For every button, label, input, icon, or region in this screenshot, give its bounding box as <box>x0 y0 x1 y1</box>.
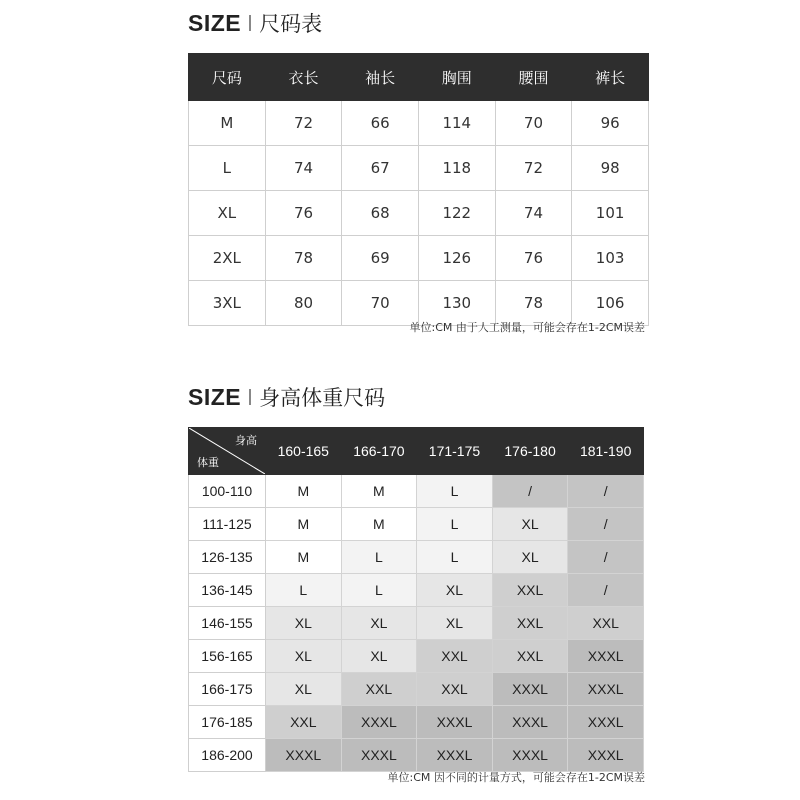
size-cell: XXL <box>417 640 493 673</box>
measurement-cell: 98 <box>572 146 649 191</box>
measurement-cell: 101 <box>572 191 649 236</box>
size-cell: L <box>417 475 493 508</box>
size-cell: XL <box>266 607 342 640</box>
weight-range-cell: 186-200 <box>189 739 266 772</box>
table-row <box>189 101 649 146</box>
size-cell: XL <box>492 541 568 574</box>
column-header: 裤长 <box>572 54 649 101</box>
measurement-cell: 106 <box>572 281 649 326</box>
table-row <box>189 508 644 541</box>
size-cell: L <box>266 574 342 607</box>
column-header: 腰围 <box>495 54 572 101</box>
height-range-header: 181-190 <box>568 428 644 475</box>
size-cell: XL <box>266 640 342 673</box>
size-cell: XXXL <box>568 640 644 673</box>
measurement-cell: 70 <box>495 101 572 146</box>
size-cell: / <box>568 508 644 541</box>
size-cell: M <box>341 508 417 541</box>
size-cell: 3XL <box>189 281 266 326</box>
measurement-cell: 76 <box>265 191 342 236</box>
height-range-header: 176-180 <box>492 428 568 475</box>
table-row <box>189 541 644 574</box>
weight-range-cell: 156-165 <box>189 640 266 673</box>
title-separator <box>249 389 251 405</box>
measurement-cell: 114 <box>418 101 495 146</box>
table-header-row <box>189 428 644 475</box>
weight-label: 体重 <box>197 457 219 469</box>
size-cell: / <box>492 475 568 508</box>
size-cell: XXXL <box>568 706 644 739</box>
table-row <box>189 739 644 772</box>
weight-range-cell: 176-185 <box>189 706 266 739</box>
measurement-note-2: 单位:CM 因不同的计量方式，可能会存在1-2CM误差 <box>387 771 645 784</box>
table-row <box>189 706 644 739</box>
measurement-cell: 96 <box>572 101 649 146</box>
size-cell: M <box>341 475 417 508</box>
table-row <box>189 574 644 607</box>
weight-range-cell: 126-135 <box>189 541 266 574</box>
title-zh: 尺码表 <box>259 12 323 36</box>
size-cell: XL <box>341 640 417 673</box>
size-cell: L <box>341 541 417 574</box>
weight-range-cell: 136-145 <box>189 574 266 607</box>
weight-range-cell: 111-125 <box>189 508 266 541</box>
size-cell: XXXL <box>568 673 644 706</box>
size-measurement-table <box>188 53 649 326</box>
size-cell: XXXL <box>568 739 644 772</box>
corner-header <box>189 428 266 475</box>
table-row <box>189 607 644 640</box>
measurement-cell: 80 <box>265 281 342 326</box>
measurement-cell: 72 <box>265 101 342 146</box>
title-zh: 身高体重尺码 <box>259 386 386 410</box>
size-cell: M <box>266 475 342 508</box>
size-cell: XXL <box>341 673 417 706</box>
table-row <box>189 236 649 281</box>
size-chart-title <box>188 8 322 38</box>
table-row <box>189 191 649 236</box>
size-cell: XL <box>417 607 493 640</box>
size-cell: L <box>417 541 493 574</box>
measurement-cell: 103 <box>572 236 649 281</box>
size-cell: XXL <box>492 640 568 673</box>
measurement-cell: 78 <box>495 281 572 326</box>
measurement-cell: 122 <box>418 191 495 236</box>
measurement-cell: 68 <box>342 191 419 236</box>
column-header: 袖长 <box>342 54 419 101</box>
size-cell: XXXL <box>417 739 493 772</box>
size-cell: XXXL <box>492 673 568 706</box>
size-cell: M <box>189 101 266 146</box>
measurement-note: 单位:CM 由于人工测量，可能会存在1-2CM误差 <box>409 321 645 334</box>
measurement-cell: 76 <box>495 236 572 281</box>
height-range-header: 171-175 <box>417 428 493 475</box>
height-weight-table <box>188 427 644 772</box>
height-weight-title <box>188 382 385 412</box>
size-cell: XXXL <box>341 706 417 739</box>
table-row <box>189 475 644 508</box>
size-cell: XXXL <box>492 739 568 772</box>
title-en: SIZE <box>188 383 242 410</box>
size-cell: L <box>189 146 266 191</box>
column-header: 衣长 <box>265 54 342 101</box>
measurement-cell: 66 <box>342 101 419 146</box>
measurement-cell: 72 <box>495 146 572 191</box>
size-cell: XXXL <box>266 739 342 772</box>
measurement-cell: 118 <box>418 146 495 191</box>
size-cell: / <box>568 541 644 574</box>
column-header: 胸围 <box>418 54 495 101</box>
measurement-cell: 74 <box>495 191 572 236</box>
size-cell: M <box>266 508 342 541</box>
size-cell: 2XL <box>189 236 266 281</box>
weight-range-cell: 166-175 <box>189 673 266 706</box>
column-header: 尺码 <box>189 54 266 101</box>
title-separator <box>249 15 251 31</box>
size-cell: XXL <box>266 706 342 739</box>
weight-range-cell: 100-110 <box>189 475 266 508</box>
height-range-header: 166-170 <box>341 428 417 475</box>
measurement-cell: 130 <box>418 281 495 326</box>
size-cell: / <box>568 475 644 508</box>
size-cell: XL <box>492 508 568 541</box>
size-cell: L <box>417 508 493 541</box>
title-en: SIZE <box>188 9 242 36</box>
size-cell: XXL <box>492 574 568 607</box>
measurement-cell: 126 <box>418 236 495 281</box>
size-cell: XL <box>341 607 417 640</box>
table-row <box>189 146 649 191</box>
table-row <box>189 640 644 673</box>
size-cell: XXXL <box>341 739 417 772</box>
measurement-cell: 74 <box>265 146 342 191</box>
size-cell: XXL <box>492 607 568 640</box>
size-cell: XXXL <box>417 706 493 739</box>
size-cell: / <box>568 574 644 607</box>
height-label: 身高 <box>235 435 257 447</box>
size-cell: XXXL <box>492 706 568 739</box>
height-range-header: 160-165 <box>266 428 342 475</box>
measurement-cell: 70 <box>342 281 419 326</box>
size-cell: XL <box>417 574 493 607</box>
size-cell: M <box>266 541 342 574</box>
weight-range-cell: 146-155 <box>189 607 266 640</box>
size-cell: XXL <box>417 673 493 706</box>
size-cell: XXL <box>568 607 644 640</box>
size-cell: L <box>341 574 417 607</box>
table-row <box>189 673 644 706</box>
measurement-cell: 69 <box>342 236 419 281</box>
measurement-cell: 67 <box>342 146 419 191</box>
measurement-cell: 78 <box>265 236 342 281</box>
table-header-row <box>189 54 649 101</box>
size-cell: XL <box>266 673 342 706</box>
size-cell: XL <box>189 191 266 236</box>
